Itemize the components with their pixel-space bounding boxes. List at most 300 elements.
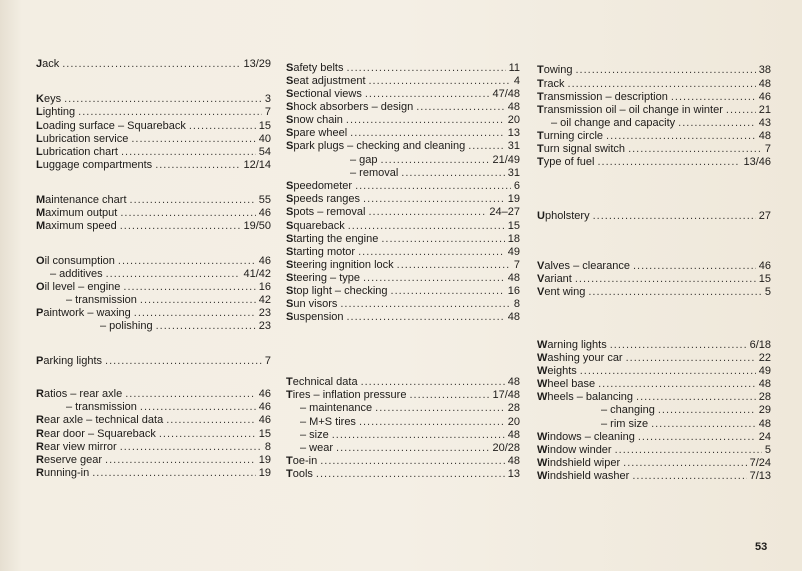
dot-leader [355, 180, 511, 193]
dot-leader [123, 281, 255, 294]
dot-leader [159, 428, 256, 441]
index-entry-page: 48 [507, 101, 520, 113]
index-entry-page: 48 [758, 78, 771, 90]
index-entry-page: 16 [507, 285, 520, 297]
dot-leader [105, 355, 262, 368]
index-entry-page: 48 [758, 418, 771, 430]
index-entry-page: 46 [258, 207, 271, 219]
dot-leader [610, 339, 747, 352]
index-entry [36, 320, 271, 333]
dot-leader [593, 210, 756, 223]
dot-leader [347, 311, 505, 324]
index-entry [537, 91, 771, 104]
index-entry [537, 143, 771, 156]
index-entry [286, 285, 520, 298]
dot-leader [468, 140, 505, 153]
index-entry [36, 120, 271, 133]
dot-leader [336, 442, 489, 455]
dot-leader [626, 352, 756, 365]
index-entry-page: 15 [258, 428, 271, 440]
dot-leader [106, 268, 241, 281]
index-entry-term: Valves – clearance [537, 260, 630, 272]
index-entry-term: Shock absorbers – design [286, 101, 414, 113]
index-entry-term: Starting the engine [286, 233, 379, 245]
dot-leader [678, 117, 756, 130]
index-entry-page: 13/46 [743, 156, 771, 168]
index-entry [36, 220, 271, 233]
index-entry-term: – M+S tires [300, 416, 356, 428]
dot-leader [346, 62, 505, 75]
index-entry-term: Windshield wiper [537, 457, 621, 469]
index-entry-term: Keys [36, 93, 62, 105]
dot-leader [140, 294, 256, 307]
index-entry-term: Rear door – Squareback [36, 428, 156, 440]
index-entry-page: 19 [258, 454, 271, 466]
index-entry [286, 402, 520, 415]
index-entry [286, 246, 520, 259]
index-entry-page: 7 [264, 106, 271, 118]
dot-leader [350, 127, 505, 140]
index-entry-page: 46 [258, 255, 271, 267]
index-entry-page: 48 [507, 376, 520, 388]
dot-leader [363, 272, 505, 285]
index-entry-term: Spare wheel [286, 127, 348, 139]
index-entry-page: 15 [258, 120, 271, 132]
index-entry [537, 78, 771, 91]
index-entry [286, 167, 520, 180]
index-entry [36, 281, 271, 294]
dot-leader [189, 120, 256, 133]
index-entry [36, 414, 271, 427]
index-entry-term: Steering ingnition lock [286, 259, 394, 271]
index-entry-page: 15 [758, 273, 771, 285]
dot-leader [365, 88, 490, 101]
index-entry-page: 17/48 [492, 389, 520, 401]
index-entry-term: – size [300, 429, 329, 441]
index-entry-term: Lighting [36, 106, 76, 118]
index-entry-term: – rim size [601, 418, 649, 430]
index-entry [286, 468, 520, 481]
dot-leader [346, 114, 505, 127]
index-entry-page: 8 [264, 441, 271, 453]
index-entry [286, 272, 520, 285]
dot-leader [105, 454, 256, 467]
index-entry [537, 130, 771, 143]
index-entry-page: 7 [264, 355, 271, 367]
index-entry-term: Maintenance chart [36, 194, 127, 206]
dot-leader [568, 78, 756, 91]
index-entry-page: 46 [758, 260, 771, 272]
index-entry-term: Loading surface – Squareback [36, 120, 186, 132]
index-entry-term: Tires – inflation pressure [286, 389, 407, 401]
index-entry [36, 159, 271, 172]
index-entry-term: Rear view mirror [36, 441, 117, 453]
index-entry [36, 388, 271, 401]
index-entry [537, 378, 771, 391]
dot-leader [64, 93, 262, 106]
dot-leader [638, 431, 756, 444]
index-entry-term: Windshield washer [537, 470, 630, 482]
dot-leader [391, 285, 505, 298]
index-entry-term: – maintenance [300, 402, 373, 414]
index-entry-page: 49 [507, 246, 520, 258]
index-entry-term: Oil consumption [36, 255, 115, 267]
index-entry-term: – oil change and capacity [551, 117, 676, 129]
index-entry [36, 268, 271, 281]
dot-leader [671, 91, 756, 104]
index-entry-page: 24 [758, 431, 771, 443]
index-entry-page: 55 [258, 194, 271, 206]
index-entry-term: Maximum output [36, 207, 118, 219]
index-entry-page: 7 [764, 143, 771, 155]
index-entry-term: Safety belts [286, 62, 344, 74]
dot-leader [316, 468, 505, 481]
dot-leader [606, 130, 756, 143]
index-entry-page: 48 [507, 311, 520, 323]
index-entry [286, 416, 520, 429]
dot-leader [120, 220, 241, 233]
index-entry-term: Lubrication service [36, 133, 129, 145]
dot-leader [118, 255, 256, 268]
index-entry-term: Spots – removal [286, 206, 366, 218]
index-entry-term: Paintwork – waxing [36, 307, 131, 319]
index-entry-term: Ratios – rear axle [36, 388, 123, 400]
dot-leader [320, 455, 505, 468]
dot-leader [409, 389, 489, 402]
dot-leader [636, 391, 756, 404]
index-entry [36, 441, 271, 454]
index-entry-term: – additives [50, 268, 103, 280]
index-entry [36, 58, 271, 71]
dot-leader [397, 259, 511, 272]
index-entry-page: 5 [764, 444, 771, 456]
index-entry [537, 470, 771, 483]
index-entry [286, 442, 520, 455]
index-entry-term: – changing [601, 404, 655, 416]
index-entry-page: 12/14 [243, 159, 271, 171]
index-entry-term: Window winder [537, 444, 612, 456]
index-entry [36, 194, 271, 207]
index-entry-term: Tools [286, 468, 313, 480]
index-entry-page: 47/48 [492, 88, 520, 100]
dot-leader [369, 75, 511, 88]
index-entry [36, 106, 271, 119]
index-entry-page: 4 [513, 75, 520, 87]
index-entry-page: 48 [758, 378, 771, 390]
index-entry [537, 117, 771, 130]
index-entry-page: 48 [758, 130, 771, 142]
index-entry [286, 75, 520, 88]
dot-leader [575, 64, 755, 77]
index-entry-page: 7 [513, 259, 520, 271]
index-entry-term: Towing [537, 64, 573, 76]
dot-leader [348, 220, 505, 233]
dot-leader [92, 467, 256, 480]
index-entry-page: 19 [507, 193, 520, 205]
index-entry [286, 455, 520, 468]
index-entry-term: Steering – type [286, 272, 360, 284]
index-entry-page: 8 [513, 298, 520, 310]
index-entry [286, 101, 520, 114]
dot-leader [120, 207, 255, 220]
index-entry-term: Turn signal switch [537, 143, 626, 155]
index-entry-page: 46 [758, 91, 771, 103]
index-entry-term: Wheel base [537, 378, 596, 390]
index-entry-term: Running-in [36, 467, 90, 479]
index-entry-term: Turning circle [537, 130, 604, 142]
index-entry [36, 207, 271, 220]
index-entry [537, 64, 771, 77]
index-entry-page: 3 [264, 93, 271, 105]
index-entry-page: 13/29 [243, 58, 271, 70]
index-entry [537, 444, 771, 457]
index-entry-page: 54 [258, 146, 271, 158]
dot-leader [633, 260, 756, 273]
index-entry [286, 180, 520, 193]
index-entry [286, 140, 520, 153]
index-entry [286, 62, 520, 75]
index-entry-term: Speeds ranges [286, 193, 361, 205]
index-entry [36, 93, 271, 106]
dot-leader [651, 418, 756, 431]
index-entry-term: Sectional views [286, 88, 362, 100]
index-entry-page: 29 [758, 404, 771, 416]
index-entry [286, 233, 520, 246]
index-entry-page: 20 [507, 114, 520, 126]
dot-leader [121, 146, 256, 159]
dot-leader [375, 402, 505, 415]
dot-leader [125, 388, 256, 401]
index-entry-page: 21/49 [492, 154, 520, 166]
index-entry-page: 16 [258, 281, 271, 293]
index-entry [36, 146, 271, 159]
index-entry-page: 15 [507, 220, 520, 232]
index-entry-term: Windows – cleaning [537, 431, 635, 443]
index-entry-term: Stop light – checking [286, 285, 388, 297]
index-entry [537, 286, 771, 299]
dot-leader [155, 159, 240, 172]
index-entry [36, 355, 271, 368]
index-entry-page: 40 [258, 133, 271, 145]
index-entry-term: Transmission oil – oil change in winter [537, 104, 723, 116]
index-entry [36, 401, 271, 414]
index-entry-page: 31 [507, 140, 520, 152]
index-entry-page: 22 [758, 352, 771, 364]
index-entry [537, 156, 771, 169]
index-entry-term: Jack [36, 58, 60, 70]
index-entry [537, 260, 771, 273]
index-entry [537, 104, 771, 117]
dot-leader [140, 401, 256, 414]
index-entry-page: 46 [258, 388, 271, 400]
index-entry-term: Upholstery [537, 210, 590, 222]
index-entry-term: Reserve gear [36, 454, 103, 466]
index-entry-page: 28 [507, 402, 520, 414]
index-entry-term: Snow chain [286, 114, 343, 126]
dot-leader [130, 194, 256, 207]
index-entry [286, 311, 520, 324]
dot-leader [381, 154, 490, 167]
index-entry-page: 11 [508, 62, 520, 74]
index-entry-page: 5 [764, 286, 771, 298]
index-entry-term: Weights [537, 365, 577, 377]
index-entry-page: 48 [507, 272, 520, 284]
index-entry-page: 43 [758, 117, 771, 129]
dot-leader [580, 365, 756, 378]
dot-leader [359, 416, 505, 429]
index-entry-term: Suspension [286, 311, 344, 323]
index-entry [537, 404, 771, 417]
index-entry-term: – transmission [66, 401, 137, 413]
index-entry-page: 24–27 [489, 206, 520, 218]
index-entry-page: 48 [507, 455, 520, 467]
index-entry-page: 21 [758, 104, 771, 116]
index-entry-term: Speedometer [286, 180, 353, 192]
index-entry-term: Technical data [286, 376, 358, 388]
index-entry-term: Transmission – description [537, 91, 668, 103]
index-entry-page: 7/13 [749, 470, 771, 482]
index-entry-page: 42 [258, 294, 271, 306]
index-entry [36, 133, 271, 146]
dot-leader [166, 414, 256, 427]
index-entry-term: Sun visors [286, 298, 338, 310]
index-entry [286, 193, 520, 206]
index-entry-term: – removal [350, 167, 399, 179]
index-entry-page: 6 [513, 180, 520, 192]
index-entry [286, 114, 520, 127]
dot-leader [598, 378, 756, 391]
dot-leader [78, 106, 262, 119]
index-entry [286, 206, 520, 219]
dot-leader [369, 206, 487, 219]
dot-leader [62, 58, 240, 71]
dot-leader [131, 133, 255, 146]
index-entry [537, 365, 771, 378]
index-entry [286, 88, 520, 101]
index-entry-page: 18 [507, 233, 520, 245]
index-entry-term: – transmission [66, 294, 137, 306]
index-entry-term: Rear axle – technical data [36, 414, 164, 426]
dot-leader [401, 167, 504, 180]
index-entry-term: Starting motor [286, 246, 356, 258]
index-entry-page: 48 [507, 429, 520, 441]
index-entry-term: Type of fuel [537, 156, 595, 168]
index-entry-page: 46 [258, 414, 271, 426]
index-entry-term: Lubrication chart [36, 146, 118, 158]
index-entry-term: Washing your car [537, 352, 623, 364]
index-entry [36, 428, 271, 441]
dot-leader [588, 286, 762, 299]
dot-leader [156, 320, 256, 333]
dot-leader [361, 376, 505, 389]
index-entry [537, 210, 771, 223]
index-entry [286, 429, 520, 442]
index-entry-term: Toe-in [286, 455, 318, 467]
index-entry-term: Wheels – balancing [537, 391, 634, 403]
dot-leader [332, 429, 505, 442]
dot-leader [340, 298, 511, 311]
index-entry [537, 431, 771, 444]
index-entry-term: Warning lights [537, 339, 607, 351]
index-entry-term: Luggage compartments [36, 159, 153, 171]
dot-leader [632, 470, 746, 483]
index-entry-page: 7/24 [749, 457, 771, 469]
index-entry-page: 28 [758, 391, 771, 403]
index-entry-page: 31 [507, 167, 520, 179]
index-entry-term: Squareback [286, 220, 345, 232]
index-entry-term: Seat adjustment [286, 75, 366, 87]
index-entry-page: 38 [758, 64, 771, 76]
dot-leader [381, 233, 504, 246]
index-entry [286, 259, 520, 272]
index-entry [286, 220, 520, 233]
dot-leader [416, 101, 505, 114]
index-entry-page: 6/18 [749, 339, 771, 351]
index-entry-term: Spark plugs – checking and cleaning [286, 140, 466, 152]
index-entry [286, 154, 520, 167]
index-entry [537, 273, 771, 286]
index-entry-page: 20/28 [492, 442, 520, 454]
dot-leader [726, 104, 756, 117]
index-entry-page: 19 [258, 467, 271, 479]
index-entry-page: 49 [758, 365, 771, 377]
index-entry-page: 46 [258, 401, 271, 413]
index-entry-page: 23 [258, 320, 271, 332]
index-entry [36, 467, 271, 480]
index-entry [36, 454, 271, 467]
index-entry-page: 27 [758, 210, 771, 222]
index-entry-term: Parking lights [36, 355, 103, 367]
index-entry [36, 255, 271, 268]
index-entry [36, 307, 271, 320]
index-entry-term: Variant [537, 273, 572, 285]
index-entry-term: – polishing [100, 320, 153, 332]
dot-leader [628, 143, 762, 156]
index-entry [537, 391, 771, 404]
index-entry [286, 298, 520, 311]
index-entry [537, 418, 771, 431]
index-entry-term: – gap [350, 154, 378, 166]
index-entry [286, 127, 520, 140]
index-entry-page: 20 [507, 416, 520, 428]
index-entry-term: – wear [300, 442, 334, 454]
dot-leader [623, 457, 746, 470]
index-entry [537, 352, 771, 365]
index-entry-term: Maximum speed [36, 220, 117, 232]
dot-leader [363, 193, 505, 206]
dot-leader [598, 156, 741, 169]
index-entry-page: 41/42 [243, 268, 271, 280]
index-entry-page: 13 [507, 468, 520, 480]
index-entry-term: Vent wing [537, 286, 586, 298]
index-entry-page: 23 [258, 307, 271, 319]
index-entry [537, 457, 771, 470]
page-number: 53 [755, 541, 768, 553]
dot-leader [615, 444, 762, 457]
dot-leader [658, 404, 756, 417]
dot-leader [134, 307, 256, 320]
index-entry [36, 294, 271, 307]
index-entry [537, 339, 771, 352]
index-entry [286, 376, 520, 389]
dot-leader [120, 441, 262, 454]
index-entry [286, 389, 520, 402]
dot-leader [575, 273, 756, 286]
index-entry-term: Oil level – engine [36, 281, 121, 293]
dot-leader [358, 246, 505, 259]
index-entry-page: 13 [507, 127, 520, 139]
index-entry-term: Track [537, 78, 565, 90]
